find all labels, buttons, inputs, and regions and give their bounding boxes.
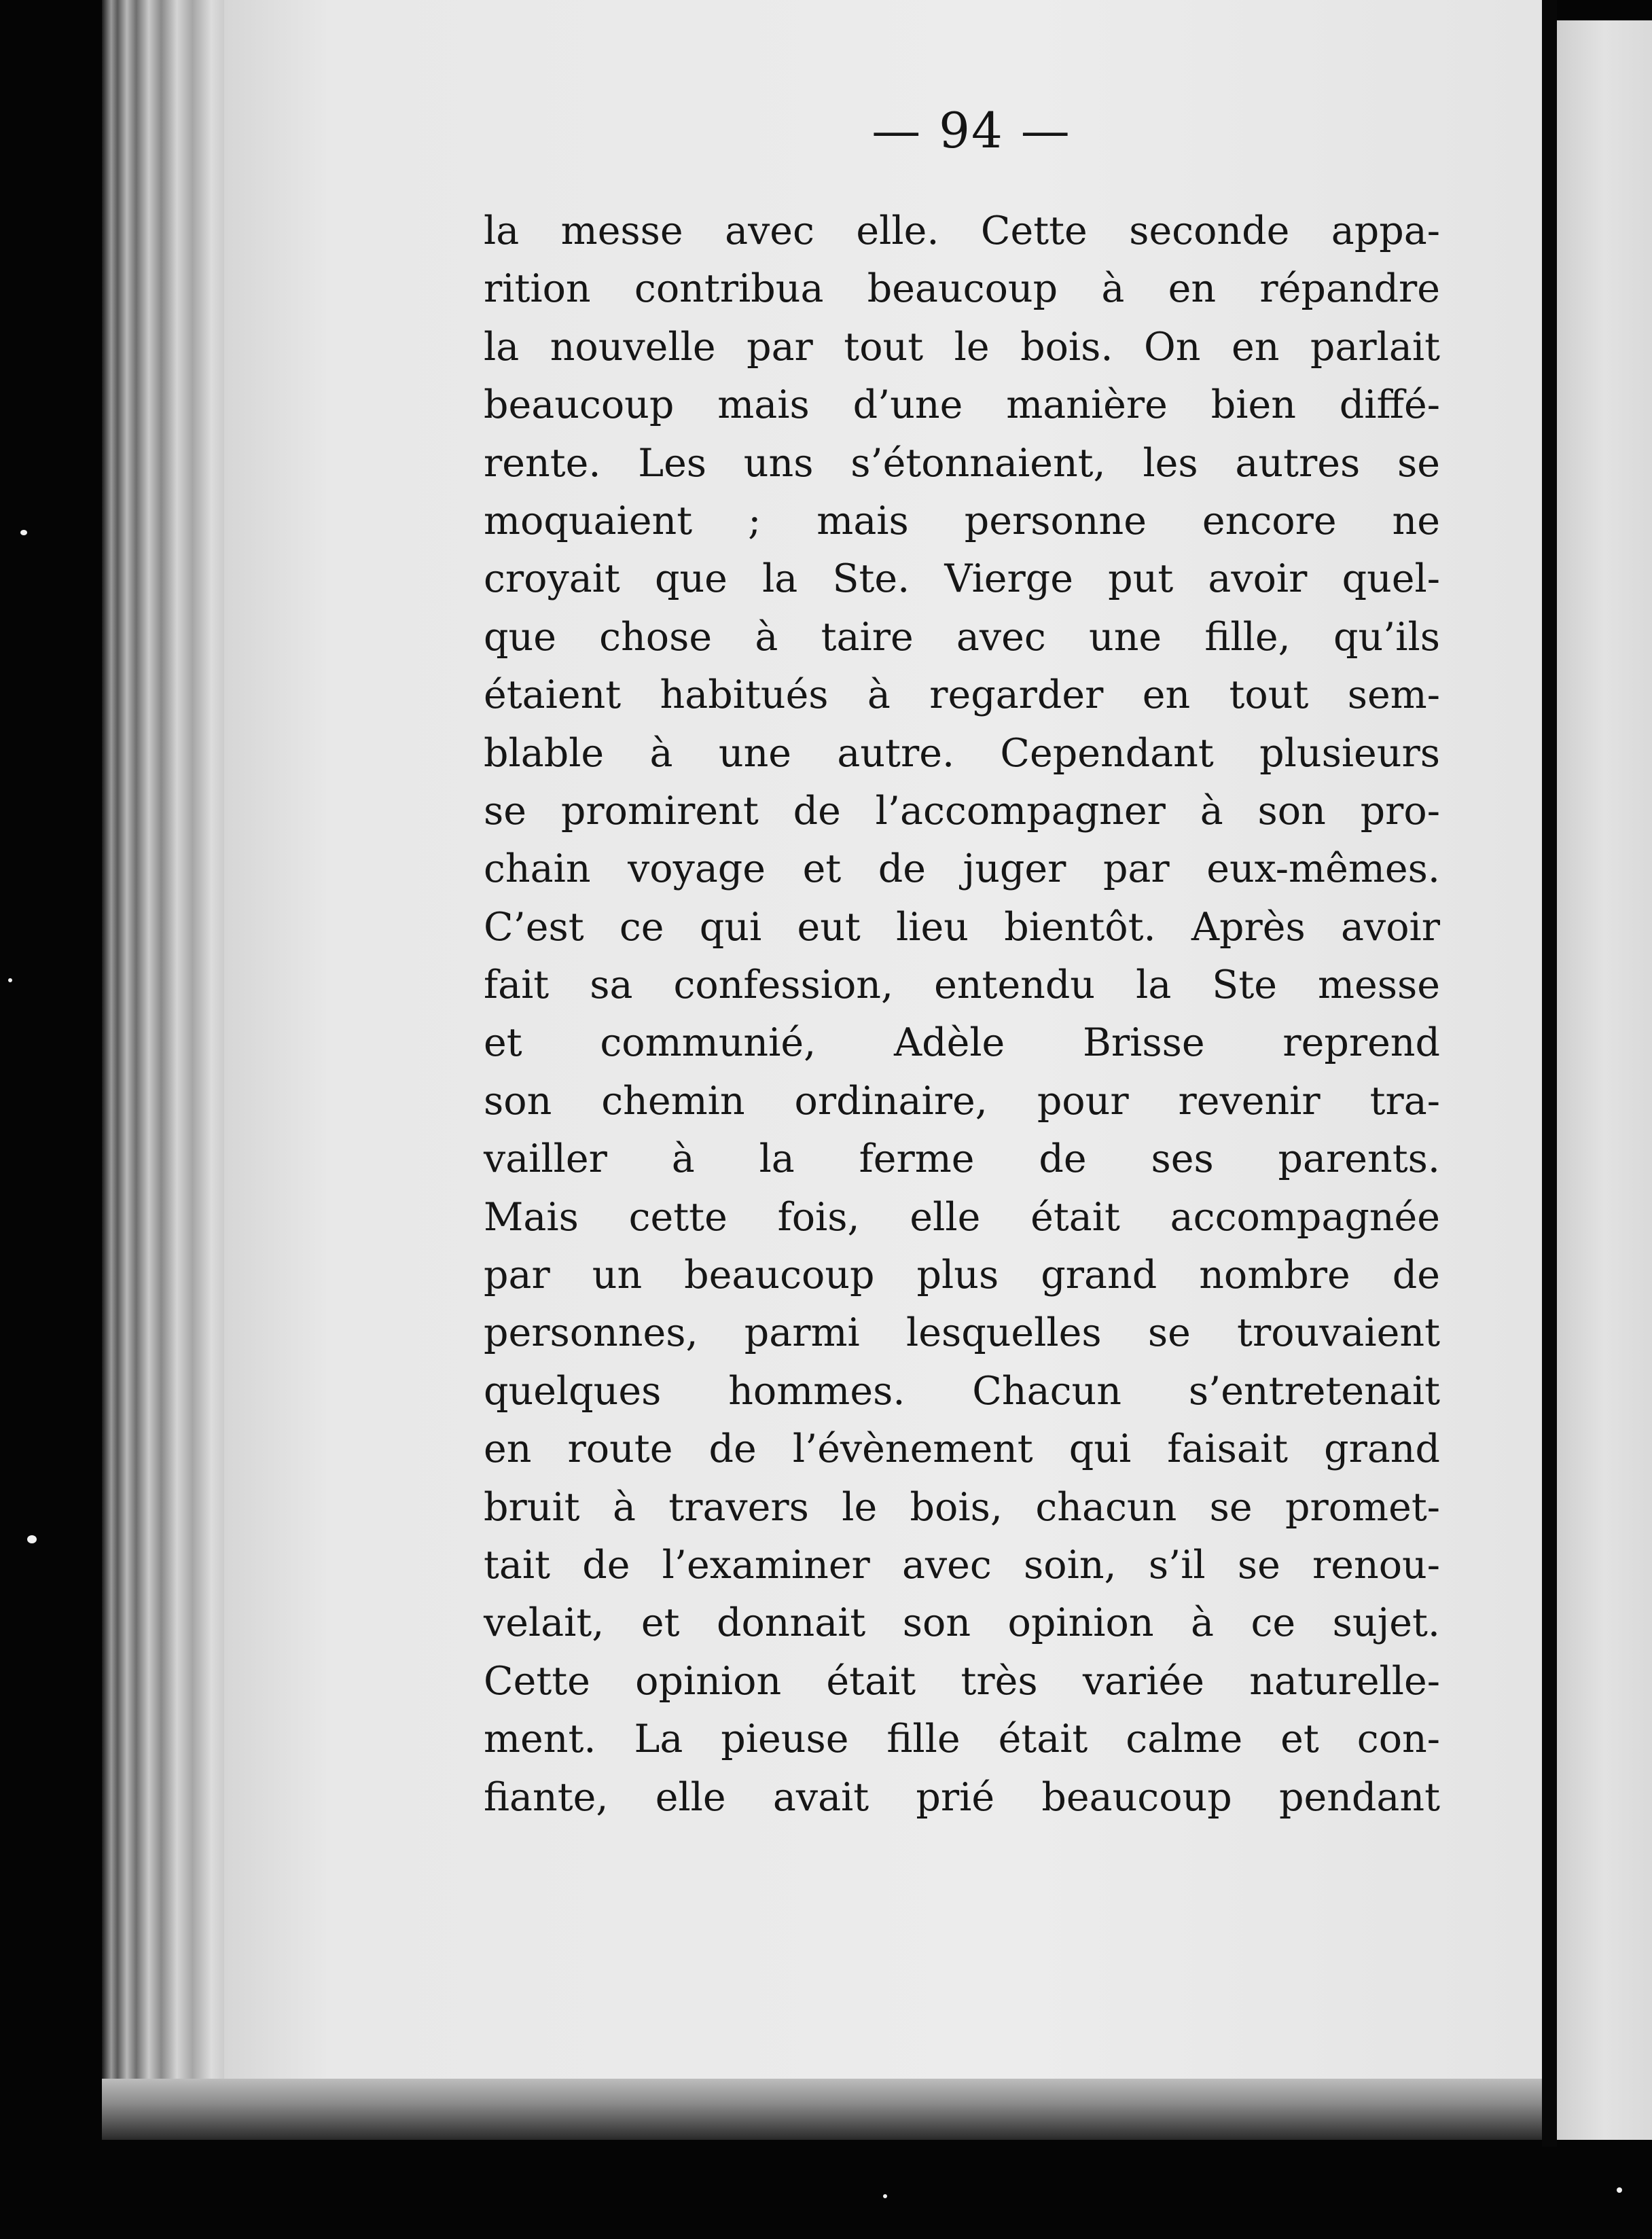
text-line: vailler à la ferme de ses parents. [484, 1136, 1440, 1182]
text-line: Cette opinion était très variée naturelle- [484, 1658, 1440, 1704]
text-line: Mais cette fois, elle était accompagnée [484, 1194, 1440, 1240]
body-text [484, 202, 1440, 1827]
text-line: ment. La pieuse fille était calme et con- [484, 1717, 1440, 1762]
text-line: chain voyage et de juger par eux-mêmes. [484, 846, 1440, 892]
dust-speck [8, 978, 12, 982]
dust-speck [27, 1535, 37, 1543]
text-line: la messe avec elle. Cette seconde appa- [484, 209, 1440, 253]
text-line: moquaient ; mais personne encore ne [484, 498, 1440, 543]
text-line: velait, et donnait son opinion à ce sujet. [484, 1600, 1440, 1646]
text-line: quelques hommes. Chacun s’entretenait [484, 1368, 1440, 1414]
dust-speck [1617, 2187, 1622, 2193]
facing-page-edge [1557, 20, 1652, 2140]
text-line: par un beaucoup plus grand nombre de [484, 1253, 1440, 1298]
text-line: son chemin ordinaire, pour revenir tra- [484, 1078, 1440, 1124]
book-gutter [1542, 0, 1557, 2147]
text-line: beaucoup mais d’une manière bien diffé- [484, 382, 1440, 428]
text-line: rente. Les uns s’étonnaient, les autres se [484, 440, 1440, 486]
text-line: que chose à taire avec une fille, qu’ils [484, 614, 1440, 660]
text-line: en route de l’évènement qui faisait grand [484, 1427, 1440, 1472]
text-line: bruit à travers le bois, chacun se promet- [484, 1484, 1440, 1530]
text-line: et communié, Adèle Brisse reprend [484, 1020, 1440, 1066]
text-line: tait de l’examiner avec soin, s’il se renou- [484, 1542, 1440, 1588]
text-line: fait sa confession, entendu la Ste messe [484, 963, 1440, 1008]
page-number: — 94 — [872, 102, 1071, 159]
text-line: C’est ce qui eut lieu bientôt. Après avoir [484, 904, 1440, 950]
text-line: étaient habitués à regarder en tout sem- [484, 673, 1440, 718]
text-line: fiante, elle avait prié beaucoup pendant [484, 1774, 1440, 1820]
dust-speck [883, 2194, 887, 2198]
text-line: se promirent de l’accompagner à son pro- [484, 788, 1440, 834]
text-line: la nouvelle par tout le bois. On en parlait [484, 324, 1440, 370]
dust-speck [20, 530, 27, 535]
text-line: personnes, parmi lesquelles se trouvaient [484, 1310, 1440, 1356]
page-bottom-shadow [102, 2079, 1542, 2140]
text-line: croyait que la Ste. Vierge put avoir quel- [484, 556, 1440, 602]
text-line: rition contribua beaucoup à en répandre [484, 266, 1440, 312]
text-line: blable à une autre. Cependant plusieurs [484, 730, 1440, 776]
